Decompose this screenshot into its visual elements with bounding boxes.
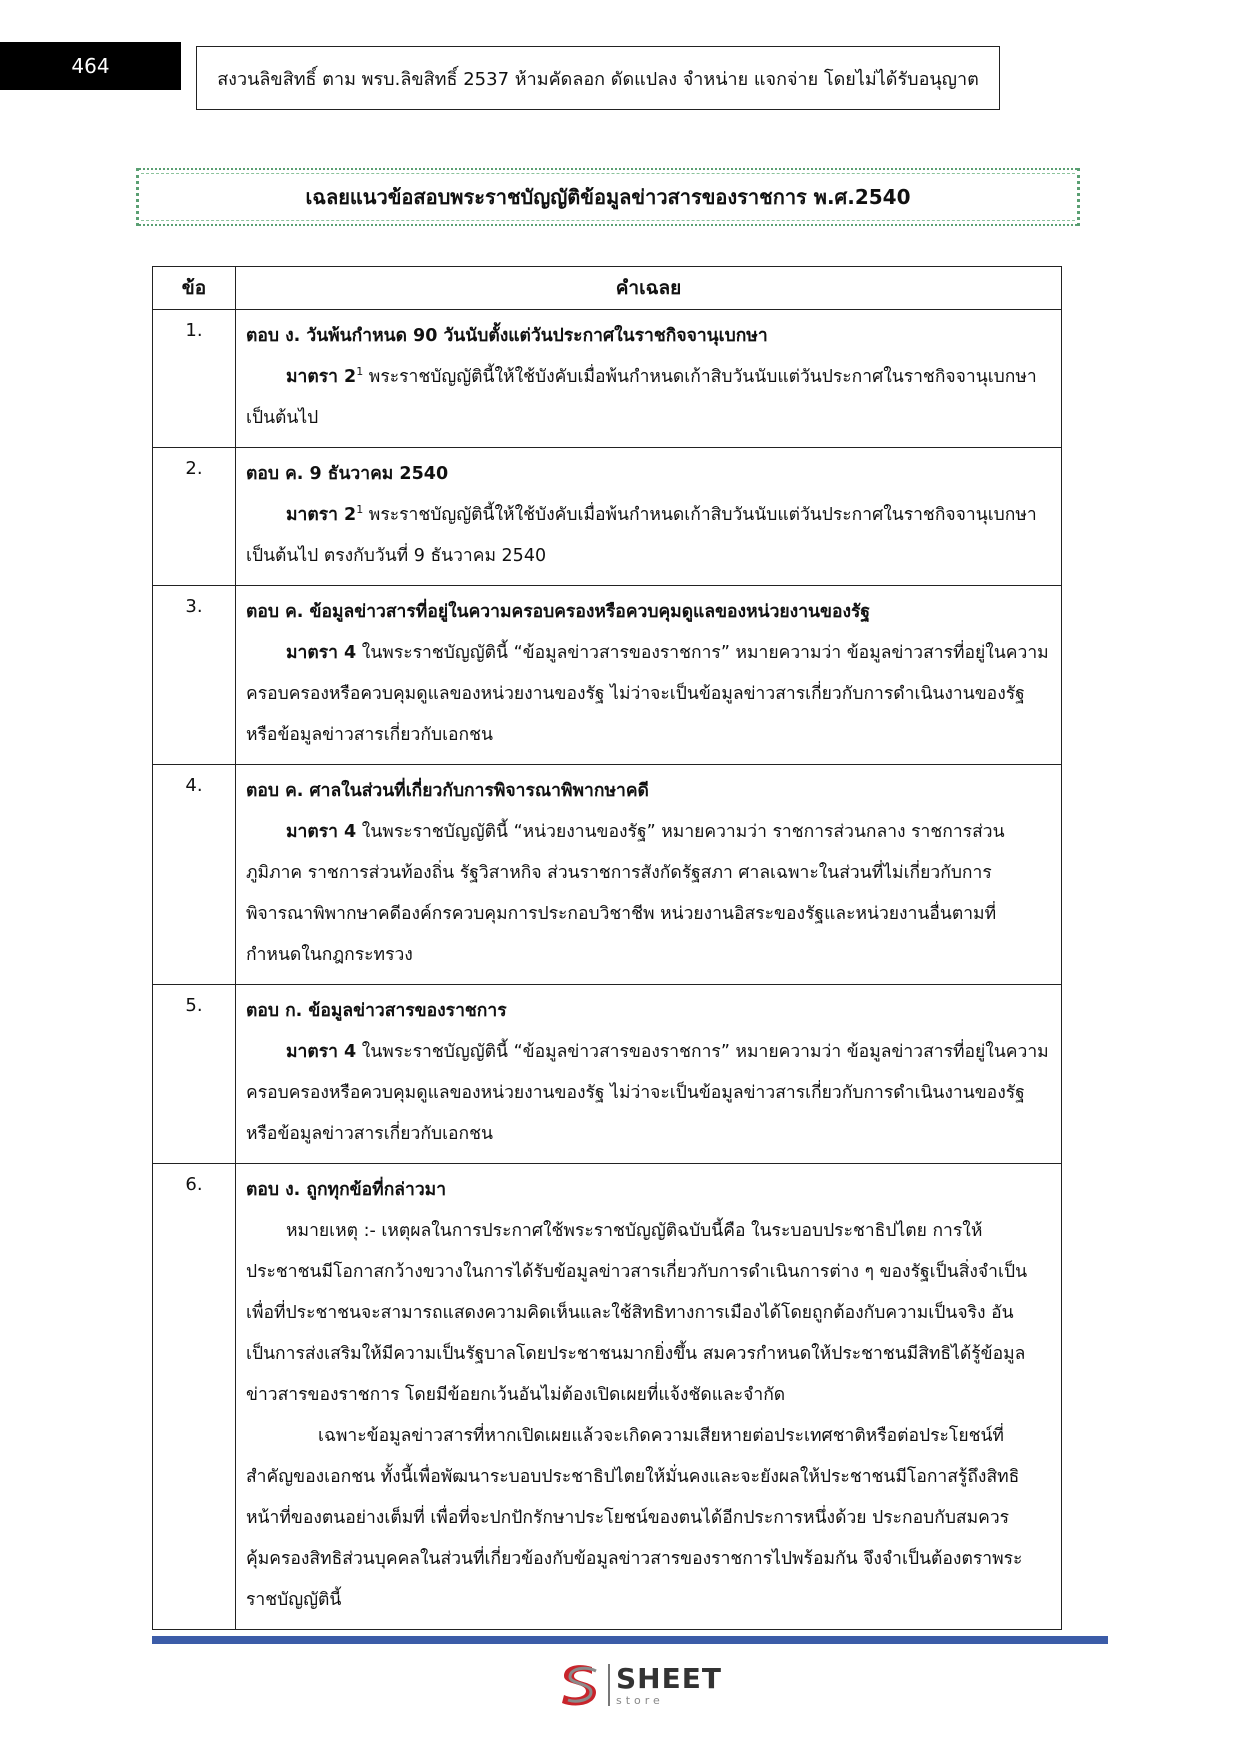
sheet-store-logo bbox=[556, 1660, 722, 1710]
logo-divider bbox=[608, 1664, 610, 1706]
page-title: เฉลยแนวข้อสอบพระราชบัญญัติข้อมูลข่าวสารของราชการ พ.ศ.2540 bbox=[305, 185, 911, 209]
table-row bbox=[153, 1164, 1062, 1630]
section-keyword: มาตรา 2 bbox=[286, 367, 357, 387]
footer-rule bbox=[152, 1636, 1108, 1644]
answer-cell bbox=[236, 310, 1062, 448]
page-number-text: 464 bbox=[71, 54, 110, 78]
footnote-ref: 1 bbox=[356, 365, 364, 379]
explanation bbox=[246, 812, 1051, 976]
answer-cell bbox=[236, 586, 1062, 765]
question-number: 5. bbox=[153, 985, 236, 1164]
question-number: 3. bbox=[153, 586, 236, 765]
answer-line: ตอบ ง. ถูกทุกข้อที่กล่าวมา bbox=[246, 1180, 447, 1200]
logo-name: SHEET bbox=[616, 1661, 722, 1695]
section-keyword: มาตรา 4 bbox=[286, 643, 357, 663]
explanation bbox=[246, 495, 1051, 577]
answer-line: ตอบ ค. 9 ธันวาคม 2540 bbox=[246, 464, 449, 484]
title-banner bbox=[136, 168, 1080, 226]
page-number bbox=[0, 42, 181, 90]
note-paragraph-continued: เฉพาะข้อมูลข่าวสารที่หากเปิดเผยแล้วจะเกิดความเสียหายต่อประเทศชาติหรือต่อประโยชน์ที่สำคัญของเอกชน ทั้งนี้เพื่อพัฒนาระบอบประชาธิปไตยให้มั่นคงและจะยังผลให้ประชาชนมีโอกาสรู้ถึงสิทธิหน้าที่ของตนอย่างเต็มที่ เพื่อที่จะปกปักรักษาประโยชน์ของตนได้อีกประการหนึ่งด้วย ประกอบกับสมควรคุ้มครองสิทธิส่วนบุคคลในส่วนที่เกี่ยวข้องกับข้อมูลข่าวสารของราชการไปพร้อมกัน จึงจำเป็นต้องตราพระราชบัญญัตินี้ bbox=[246, 1426, 1023, 1610]
answer-line: ตอบ ก. ข้อมูลข่าวสารของราชการ bbox=[246, 1001, 507, 1021]
explanation-text: ในพระราชบัญญัตินี้ “หน่วยงานของรัฐ” หมายความว่า ราชการส่วนกลาง ราชการส่วนภูมิภาค ราชการส่วนท้องถิ่น รัฐวิสาหกิจ ส่วนราชการสังกัดรัฐสภา ศาลเฉพาะในส่วนที่ไม่เกี่ยวกับการพิจารณาพิพากษาคดีองค์กรควบคุมการประกอบวิชาชีพ หน่วยงานอิสระของรัฐและหน่วยงานอื่นตามที่กำหนดในกฎกระทรวง bbox=[246, 822, 1005, 965]
question-number: 2. bbox=[153, 448, 236, 586]
table-row bbox=[153, 985, 1062, 1164]
table-row bbox=[153, 586, 1062, 765]
question-number: 6. bbox=[153, 1164, 236, 1630]
section-keyword: มาตรา 2 bbox=[286, 505, 357, 525]
table-row bbox=[153, 310, 1062, 448]
column-header-answer: คำเฉลย bbox=[236, 267, 1062, 310]
answer-cell bbox=[236, 985, 1062, 1164]
answer-cell bbox=[236, 765, 1062, 985]
table-row bbox=[153, 765, 1062, 985]
answer-line: ตอบ ง. วันพ้นกำหนด 90 วันนับตั้งแต่วันประกาศในราชกิจจานุเบกษา bbox=[246, 326, 768, 346]
answer-cell bbox=[236, 1164, 1062, 1630]
table-row bbox=[153, 448, 1062, 586]
explanation bbox=[246, 357, 1051, 439]
explanation-text: ในพระราชบัญญัตินี้ “ข้อมูลข่าวสารของราชการ” หมายความว่า ข้อมูลข่าวสารที่อยู่ในความครอบครองหรือควบคุมดูแลของหน่วยงานของรัฐ ไม่ว่าจะเป็นข้อมูลข่าวสารเกี่ยวกับการดำเนินงานของรัฐหรือข้อมูลข่าวสารเกี่ยวกับเอกชน bbox=[246, 1042, 1049, 1144]
section-keyword: มาตรา 4 bbox=[286, 822, 357, 842]
explanation bbox=[246, 1032, 1051, 1155]
sheet-s-logo-icon bbox=[556, 1661, 602, 1709]
answer-table bbox=[152, 266, 1062, 1630]
explanation-text: ในพระราชบัญญัตินี้ “ข้อมูลข่าวสารของราชการ” หมายความว่า ข้อมูลข่าวสารที่อยู่ในความครอบครองหรือควบคุมดูแลของหน่วยงานของรัฐ ไม่ว่าจะเป็นข้อมูลข่าวสารเกี่ยวกับการดำเนินงานของรัฐหรือข้อมูลข่าวสารเกี่ยวกับเอกชน bbox=[246, 643, 1049, 745]
question-number: 4. bbox=[153, 765, 236, 985]
logo-text bbox=[616, 1661, 722, 1707]
explanation-text: พระราชบัญญัตินี้ให้ใช้บังคับเมื่อพ้นกำหนดเก้าสิบวันนับแต่วันประกาศในราชกิจจานุเบกษาเป็นต้นไป bbox=[246, 367, 1037, 428]
copyright-header bbox=[196, 46, 1000, 110]
column-header-number: ข้อ bbox=[153, 267, 236, 310]
answer-cell bbox=[236, 448, 1062, 586]
explanation bbox=[246, 633, 1051, 756]
answer-line: ตอบ ค. ศาลในส่วนที่เกี่ยวกับการพิจารณาพิพากษาคดี bbox=[246, 781, 649, 801]
logo-sub: store bbox=[616, 1693, 664, 1707]
section-keyword: มาตรา 4 bbox=[286, 1042, 357, 1062]
answer-line: ตอบ ค. ข้อมูลข่าวสารที่อยู่ในความครอบครองหรือควบคุมดูแลของหน่วยงานของรัฐ bbox=[246, 602, 871, 622]
explanation-text: พระราชบัญญัตินี้ให้ใช้บังคับเมื่อพ้นกำหนดเก้าสิบวันนับแต่วันประกาศในราชกิจจานุเบกษาเป็นต้นไป ตรงกับวันที่ 9 ธันวาคม 2540 bbox=[246, 505, 1037, 566]
footnote-ref: 1 bbox=[356, 503, 364, 517]
copyright-header-text: สงวนลิขสิทธิ์ ตาม พรบ.ลิขสิทธิ์ 2537 ห้ามคัดลอก ดัดแปลง จำหน่าย แจกจ่าย โดยไม่ได้รับอนุญาต bbox=[217, 68, 979, 90]
table-header-row bbox=[153, 267, 1062, 310]
question-number: 1. bbox=[153, 310, 236, 448]
note-paragraph: หมายเหตุ :- เหตุผลในการประกาศใช้พระราชบัญญัติฉบับนี้คือ ในระบอบประชาธิปไตย การให้ประชาชนมีโอกาสกว้างขวางในการได้รับข้อมูลข่าวสารเกี่ยวกับการดำเนินการต่าง ๆ ของรัฐเป็นสิ่งจำเป็น เพื่อที่ประชาชนจะสามารถแสดงความคิดเห็นและใช้สิทธิทางการเมืองได้โดยถูกต้องกับความเป็นจริง อันเป็นการส่งเสริมให้มีความเป็นรัฐบาลโดยประชาชนมากยิ่งขึ้น สมควรกำหนดให้ประชาชนมีสิทธิได้รู้ข้อมูลข่าวสารของราชการ โดยมีข้อยกเว้นอันไม่ต้องเปิดเผยที่แจ้งชัดและจำกัด bbox=[246, 1221, 1028, 1405]
